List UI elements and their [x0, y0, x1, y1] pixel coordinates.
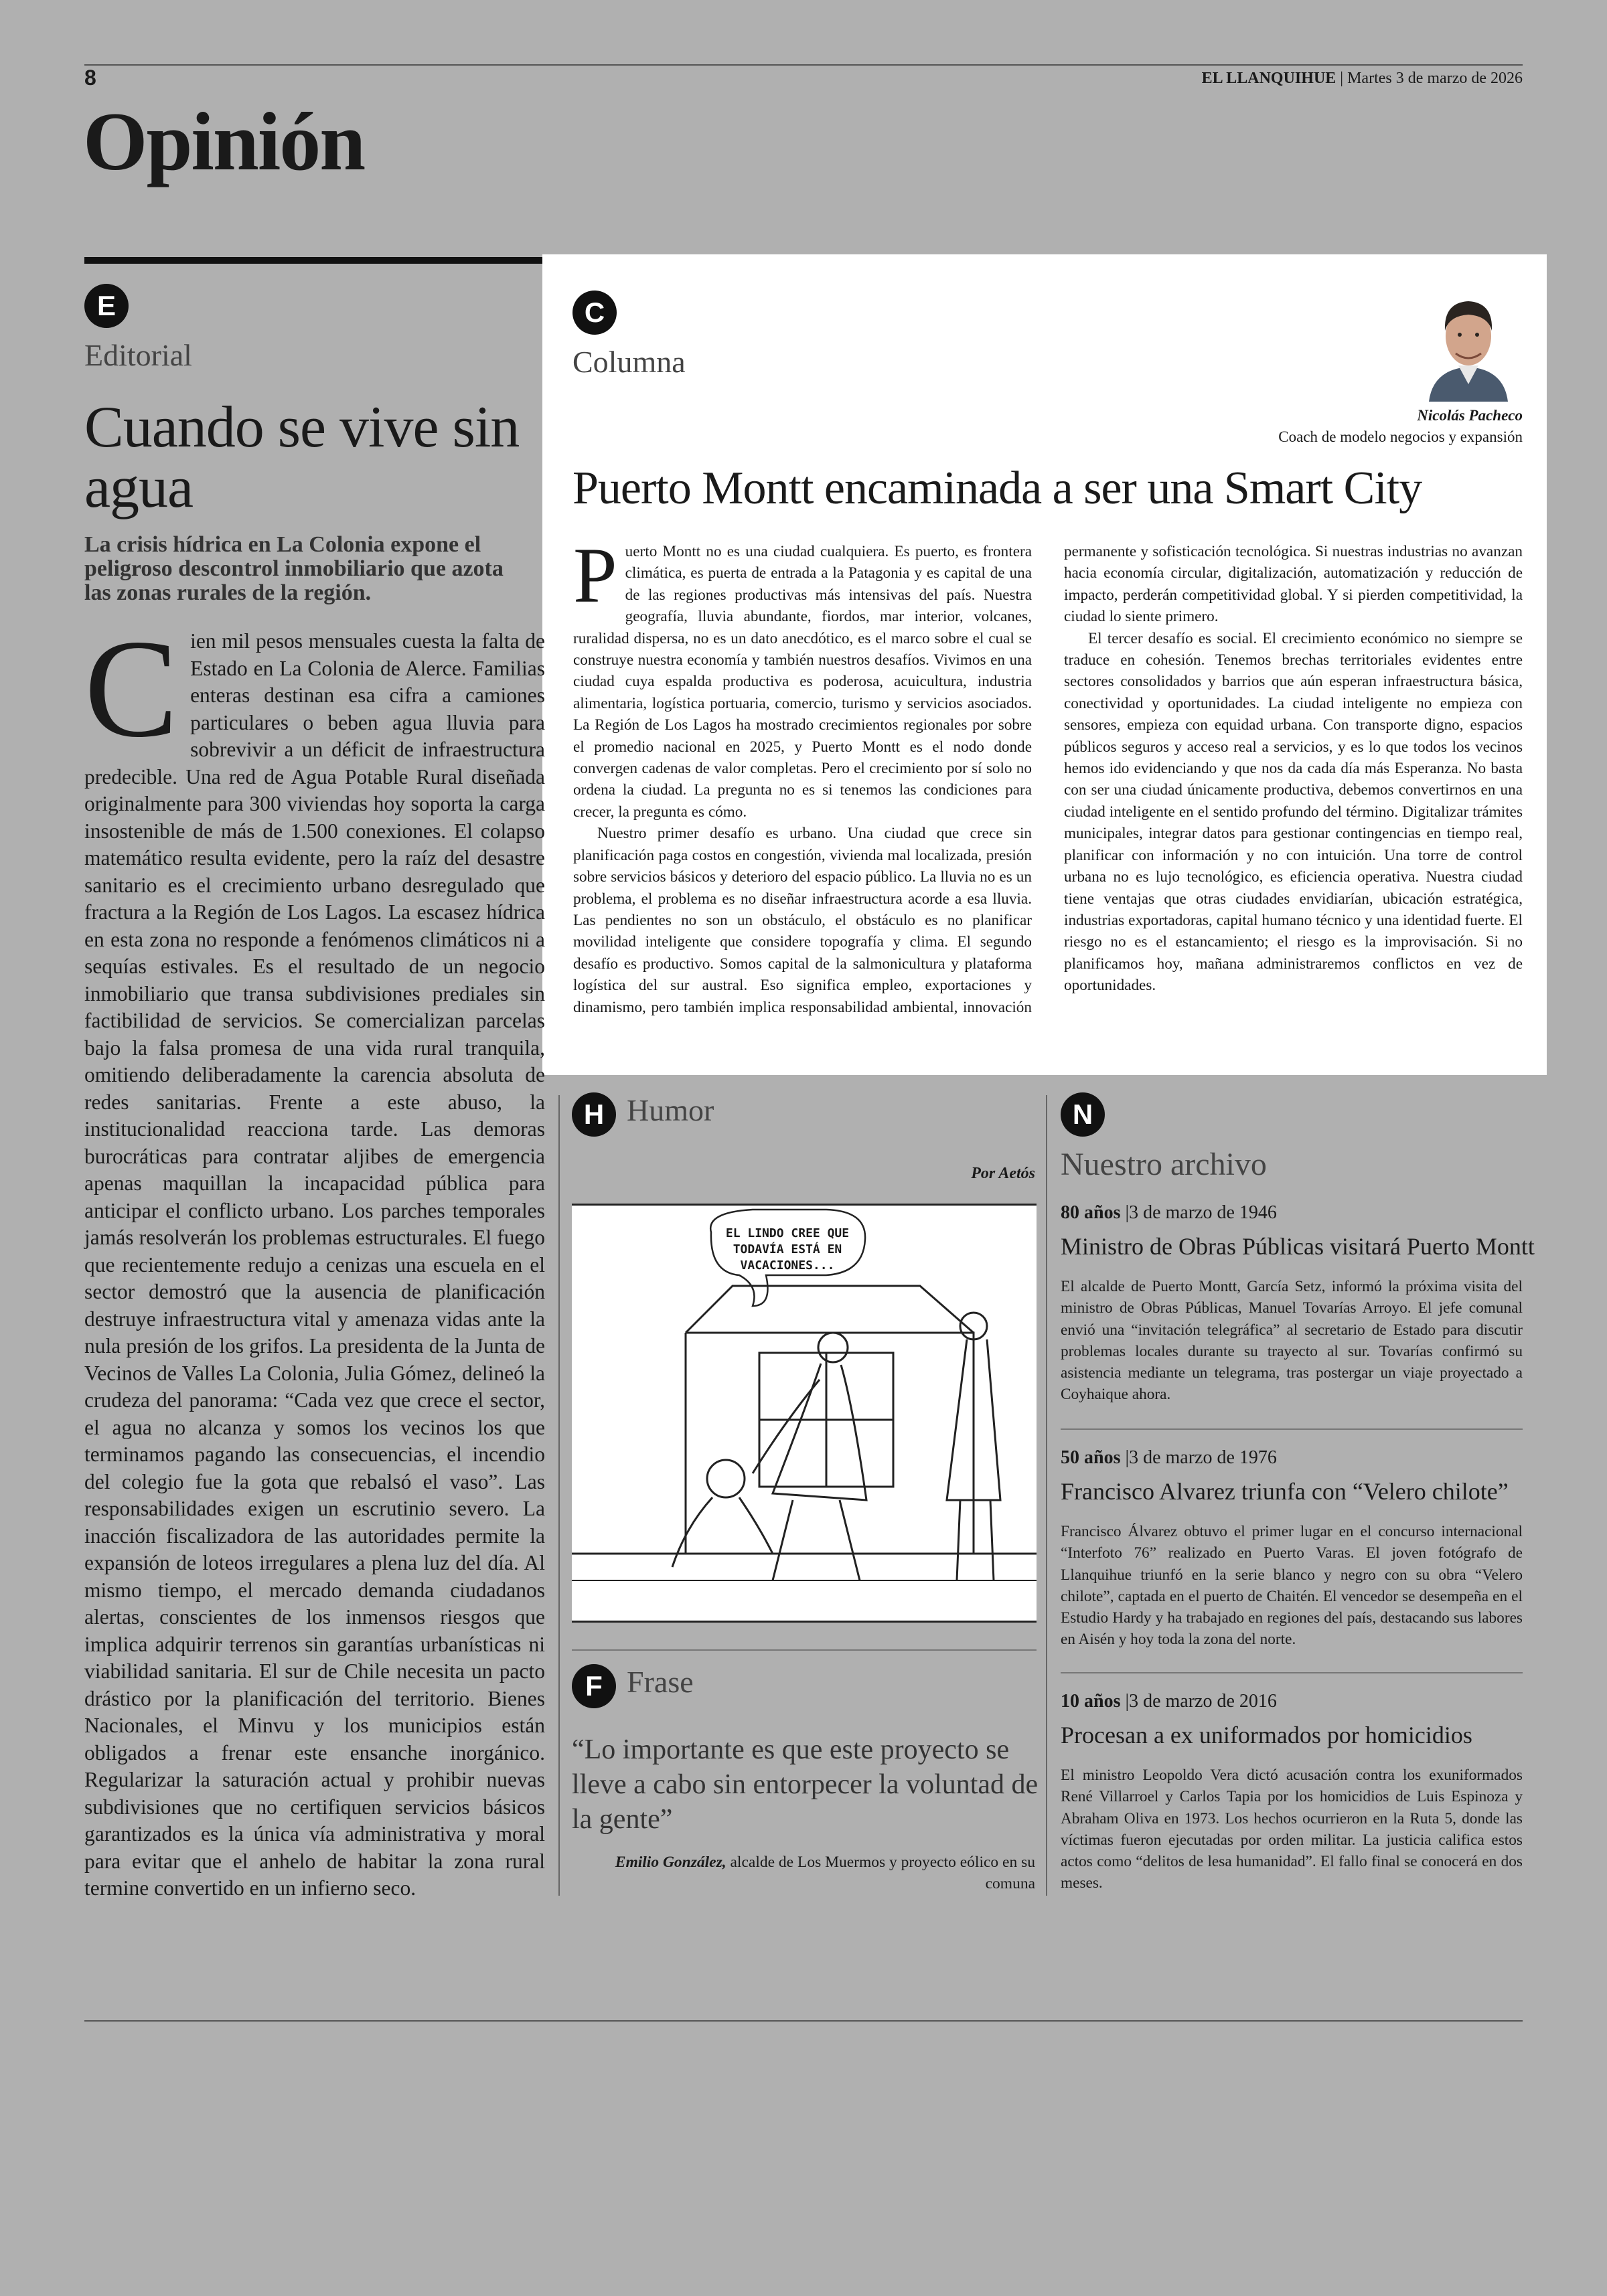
quote-author-role: alcalde de Los Muermos y proyecto eólico en su comuna [730, 1854, 1035, 1892]
frase-badge: F [572, 1664, 616, 1708]
newspaper-name: EL LLANQUIHUE [1201, 70, 1336, 87]
author-name: Nicolás Pacheco [1417, 407, 1523, 424]
frase-kicker: Frase [627, 1665, 694, 1699]
section-title: Opinión [83, 96, 365, 187]
column-divider-left [558, 1095, 560, 1896]
archivo-kicker: Nuestro archivo [1061, 1147, 1267, 1182]
editorial-badge: E [84, 284, 129, 328]
masthead [1202, 70, 1523, 88]
quote-text: “Lo importante es que este proyecto se lleve a cabo sin entorpecer la voluntad de la gente” [572, 1734, 1039, 1835]
editorial-kicker: Editorial [84, 338, 192, 372]
editorial-subhead: La crisis hídrica en La Colonia expone el peligroso descontrol inmobiliario que azota las zonas rurales de la región. [84, 532, 504, 605]
column-paragraph: El tercer desafío es social. El crecimiento económico no siempre se traduce en cohesión. Tenemos brechas territoriales evidentes entre sectores consolidados y barrios que aún esperan infraestructura básica, conectividad y oportunidades. La ciudad inteligente no empieza con sensores, empieza con equidad urbana. Con transporte digno, espacios públicos seguros y acceso real a servicios, y es lo que todos los vecinos hemos ido evidenciando y que nos da cada día más Esperanza. No basta con ser una ciudad únicamente productiva, debemos convertirnos en una ciudad inteligente en el sentido profundo del término. Digitalizar trámites municipales, integrar datos para gestionar contingencias en tiempo real, planificar con información y no con intuición. Una torre de control urbana no es lujo tecnológico, es eficiencia operativa. Nuestra ciudad tiene ventajas que otras ciudades envidiarían, ubicación estratégica, industrias exportadoras, capital humano técnico y una identidad fuerte. El riesgo no es el estancamiento; el riesgo es la improvisación. Si no planificamos hoy, mañana administraremos conflictos en vez de oportunidades. [1064, 629, 1523, 995]
column-dropcap: P [573, 531, 617, 619]
archive-item-body: Francisco Álvarez obtuvo el primer lugar en el concurso internacional “Interfoto 76” realizado en Puerto Varas. El joven fotógrafo de Llanquihue triunfó en la serie blanco y negro con su obra “Velero chilote”, captada en el puerto de Chaitén. El vencedor se desempeña en el Estudio Hardy y ha trabajado en regiones del país, destacando sus labores en Aisén y hoy toda la zona del norte. [1061, 1523, 1523, 1649]
author-role: Coach de modelo negocios y expansión [1278, 428, 1523, 445]
editorial-text: ien mil pesos mensuales cuesta la falta de Estado en La Colonia de Alerce. Familias enteras destinan esa cifra a camiones particulares o beben agua lluvia para sobrevivir a un déficit de infraestructura predecible. Una red de Agua Potable Rural diseñada originalmente para 300 viviendas hoy soporta la carga insostenible de más de 1.500 conexiones. El colapso matemático resulta evidente, pero la raíz del desastre sanitario es el crecimiento urbano desregulado que fractura a la Región de Los Lagos. La escasez hídrica en esta zona no responde a fenómenos climáticos ni a sequías estivales. Es el resultado de un negocio inmobiliario que transa subdivisiones prediales sin factibilidad de servicios. Se comercializan parcelas bajo la falsa promesa de una vida rural tranquila, omitiendo deliberadamente la carencia absoluta de redes sanitarias. Frente a este abuso, la institucionalidad reacciona tarde. Las demoras burocráticas para contratar aljibes de emergencia apenas maquillan la incapacidad pública para anticipar el conflicto urbano. Los parches temporales jamás resolverán los problemas estructurales. El fuego que recientemente redujo a cenizas una escuela en el sector demostró que la ausencia de planificación destruye infraestructura vital y amenaza vidas ante la nula presión de los grifos. La presidenta de la Junta de Vecinos de Valles La Colonia, Julia Gómez, delineó la crudeza del panorama: “Cada vez que crece el sector, el agua no alcanza y somos los vecinos los que terminamos pagando las consecuencias, el incendio del colegio fue la gota que rebalsó el vaso”. Las responsabilidades exigen un escrutinio severo. La inacción fiscalizadora de las autoridades permite la expansión de loteos irregulares a plena luz del día. Al mismo tiempo, el mercado demanda ciudadanos alertas, conscientes de los inmensos riesgos que implica adquirir terrenos sin garantías urbanísticas ni viabilidad sanitaria. El sur de Chile necesita un pacto drástico por la planificación del territorio. Bienes Nacionales, el Minvu y los municipios están obligados a frenar este ensanche inorgánico. Regularizar la saturación actual y prohibir nuevas subdivisiones que no certifiquen servicios básicos garantizados es la única vía administrativa y moral para evitar que el anhelo de habitar la zona rural termine convertido en un infierno seco. [84, 629, 545, 1900]
quote-author-name: Emilio González, [615, 1854, 726, 1871]
archive-item-body: El alcalde de Puerto Montt, García Setz, informó la próxima visita del ministro de Obras Públicas, Manuel Tovarías Arroyo. El jefe comunal envió una “invitación telegráfica” al secretario de Estado para discutir problemas locales durante su trayecto al sur. Tovarías confirmó su asistencia mediante un telegrama, tras postergar un viaje proyectado a Coyhaique ahora. [1061, 1278, 1523, 1404]
column-paragraph: Puerto Montt no es una ciudad cualquiera. Es puerto, es frontera climática, es puerta de entrada a la Patagonia y es capital de una de las regiones productivas más intensivas del país. Nuestra geografía, lluvia abundante, fiordos, mar interior, volcanes, ruralidad dispersa, no es un dato anecdótico, es el marco sobre el cual se construye nuestra economía y también nuestros desafíos. Vivimos en una ciudad cuya espalda productiva es poderosa, acuicultura, industria alimentaria, logística portuaria, comercio, turismo y servicios asociados. La Región de Los Lagos ha mostrado crecimientos regionales por sobre el promedio nacional en 2025, y Puerto Montt es el nodo donde convergen cadenas de valor completas. Pero el crecimiento por sí solo no ordena la ciudad. La pregunta no es si tenemos las condiciones para crecer, la pregunta es cómo. [573, 531, 1032, 821]
humor-kicker: Humor [627, 1093, 714, 1127]
bottom-rule [84, 2020, 1523, 2022]
archive-item-date: 80 años |3 de marzo de 1946 [1061, 1202, 1277, 1223]
cartoon-byline: Por Aetós [971, 1165, 1035, 1182]
archive-item-date: 50 años |3 de marzo de 1976 [1061, 1447, 1277, 1468]
column-divider-right [1046, 1095, 1047, 1896]
editorial-body [84, 611, 545, 1902]
author-photo [1424, 284, 1513, 402]
archive-divider [1061, 1672, 1523, 1673]
editorial-headline: Cuando se vive sin agua [84, 395, 520, 520]
archive-item-body: El ministro Leopoldo Vera dictó acusación contra los exuniformados René Villarroel y Carlos Tapia por los homicidios de Luis Espinoza y Abraham Oliva en 1973. Los hechos ocurrieron en la Ruta 5, donde las víctimas fueron ejecutadas por orden militar. La justicia califica estos actos como “delitos de lesa humanidad”. El fallo final se conocerá en dos meses. [1061, 1767, 1523, 1892]
quote-attribution [572, 1852, 1035, 1894]
editorial-dropcap: C [84, 611, 179, 766]
archivo-badge: N [1061, 1092, 1105, 1137]
column-body [573, 531, 1523, 1018]
cartoon-speech-bubble: EL LINDO CREE QUE TODAVÍA ESTÁ EN VACACIONES... [725, 1226, 850, 1273]
cartoon [572, 1204, 1037, 1623]
column-kicker: Columna [572, 345, 686, 379]
archive-divider [1061, 1428, 1523, 1430]
archive-item-title: Procesan a ex uniformados por homicidios [1061, 1722, 1472, 1748]
archive-item-title: Francisco Alvarez triunfa con “Velero chilote” [1061, 1478, 1509, 1505]
archive-item-title: Ministro de Obras Públicas visitará Puerto Montt [1061, 1233, 1535, 1260]
frase-rule [572, 1649, 1037, 1651]
page-number: 8 [84, 66, 96, 90]
column-badge: C [572, 291, 617, 335]
column-paragraph: Nuestro primer desafío es urbano. Una ciudad que crece sin planificación paga costos en congestión, vivienda mal localizada, presión sobre servicios básicos y deterioro del espacio público. La lluvia no es un problema, el problema es no diseñar infraestructura acorde a esa lluvia. Las pendientes no son un obstáculo, el obstáculo es no planificar movilidad inteligente que considere topografía y clima. El segundo desafío es productivo. Somos capital de la salmonicultura y plataforma logística del sur austral. Eso significa empleo, exportaciones y dinamismo, pero también implica responsabilidad ambiental, innovación permanente y sofisticación tecnológica. Si nuestras industrias no avanzan hacia economía circular, digitalización, automatización y reducción de impacto, perderán competitividad global. Y si pierden competitividad, la ciudad lo siente primero. [573, 543, 1523, 1016]
issue-date: | Martes 3 de marzo de 2026 [1340, 70, 1523, 87]
humor-badge: H [572, 1092, 616, 1137]
top-rule [84, 64, 1523, 66]
column-headline: Puerto Montt encaminada a ser una Smart City [572, 463, 1422, 514]
archive-item-date: 10 años |3 de marzo de 2016 [1061, 1691, 1277, 1712]
